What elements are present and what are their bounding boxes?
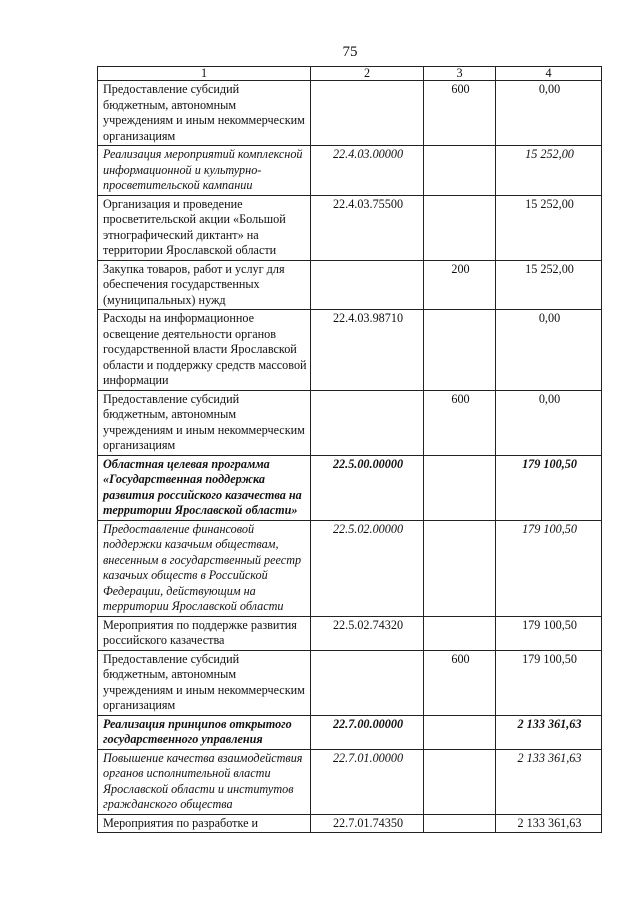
row-amount-cell: 2 133 361,63 [496,814,602,833]
row-code-cell [311,650,424,715]
row-group-cell [424,520,496,616]
table-row [98,146,602,196]
row-name-cell: Реализация принципов открытого государственного управления [98,715,311,749]
row-code-cell: 22.5.02.00000 [311,520,424,616]
row-amount-cell: 0,00 [496,81,602,146]
row-group-cell [424,749,496,814]
row-group-cell [424,715,496,749]
row-name-cell: Предоставление финансовой поддержки казачьим обществам, внесенным в государственный реестр казачьих обществ в Российской Федерации, действующим на территории Ярославской области [98,520,311,616]
table-row [98,520,602,616]
row-name-cell: Расходы на информационное освещение деятельности органов государственной власти Ярославской области и поддержку средств массовой информации [98,310,311,391]
row-group-cell [424,195,496,260]
table-row [98,310,602,391]
table-row [98,195,602,260]
row-name-cell: Мероприятия по поддержке развития российского казачества [98,616,311,650]
header-col-3: 3 [424,67,496,81]
row-group-cell [424,455,496,520]
row-name-cell: Организация и проведение просветительской акции «Большой этнографический диктант» на территории Ярославской области [98,195,311,260]
row-amount-cell: 179 100,50 [496,455,602,520]
row-group-cell: 200 [424,260,496,310]
table-row [98,455,602,520]
table-row [98,390,602,455]
table-row [98,616,602,650]
header-col-4: 4 [496,67,602,81]
header-col-1: 1 [98,67,311,81]
table-row [98,650,602,715]
row-code-cell: 22.4.03.98710 [311,310,424,391]
row-code-cell: 22.7.01.74350 [311,814,424,833]
row-code-cell [311,260,424,310]
row-group-cell [424,814,496,833]
row-amount-cell: 0,00 [496,390,602,455]
row-amount-cell: 15 252,00 [496,195,602,260]
row-group-cell [424,146,496,196]
row-name-cell: Предоставление субсидий бюджетным, автономным учреждениям и иным некоммерческим организациям [98,650,311,715]
table-row [98,814,602,833]
row-group-cell: 600 [424,81,496,146]
row-amount-cell: 2 133 361,63 [496,749,602,814]
row-code-cell [311,81,424,146]
row-code-cell: 22.5.00.00000 [311,455,424,520]
row-amount-cell: 0,00 [496,310,602,391]
row-name-cell: Предоставление субсидий бюджетным, автономным учреждениям и иным некоммерческим организациям [98,81,311,146]
row-amount-cell: 15 252,00 [496,146,602,196]
row-name-cell: Областная целевая программа «Государственная поддержка развития российского казачества на территории Ярославской области» [98,455,311,520]
row-group-cell [424,616,496,650]
row-code-cell: 22.4.03.00000 [311,146,424,196]
row-amount-cell: 2 133 361,63 [496,715,602,749]
row-amount-cell: 15 252,00 [496,260,602,310]
row-group-cell: 600 [424,650,496,715]
row-code-cell: 22.7.01.00000 [311,749,424,814]
row-code-cell: 22.7.00.00000 [311,715,424,749]
row-name-cell: Повышение качества взаимодействия органов исполнительной власти Ярославской области и институтов гражданского общества [98,749,311,814]
row-code-cell [311,390,424,455]
page-number: 75 [342,44,358,60]
row-name-cell: Предоставление субсидий бюджетным, автономным учреждениям и иным некоммерческим организациям [98,390,311,455]
row-name-cell: Закупка товаров, работ и услуг для обеспечения государственных (муниципальных) нужд [98,260,311,310]
row-group-cell: 600 [424,390,496,455]
table-row [98,260,602,310]
row-code-cell: 22.4.03.75500 [311,195,424,260]
header-col-2: 2 [311,67,424,81]
table-row [98,81,602,146]
row-group-cell [424,310,496,391]
budget-table [97,66,602,833]
row-amount-cell: 179 100,50 [496,650,602,715]
row-code-cell: 22.5.02.74320 [311,616,424,650]
row-amount-cell: 179 100,50 [496,616,602,650]
row-amount-cell: 179 100,50 [496,520,602,616]
row-name-cell: Мероприятия по разработке и [98,814,311,833]
row-name-cell: Реализация мероприятий комплексной информационной и культурно-просветительской кампании [98,146,311,196]
table-row [98,715,602,749]
table-header-row [98,67,602,81]
table-row [98,749,602,814]
